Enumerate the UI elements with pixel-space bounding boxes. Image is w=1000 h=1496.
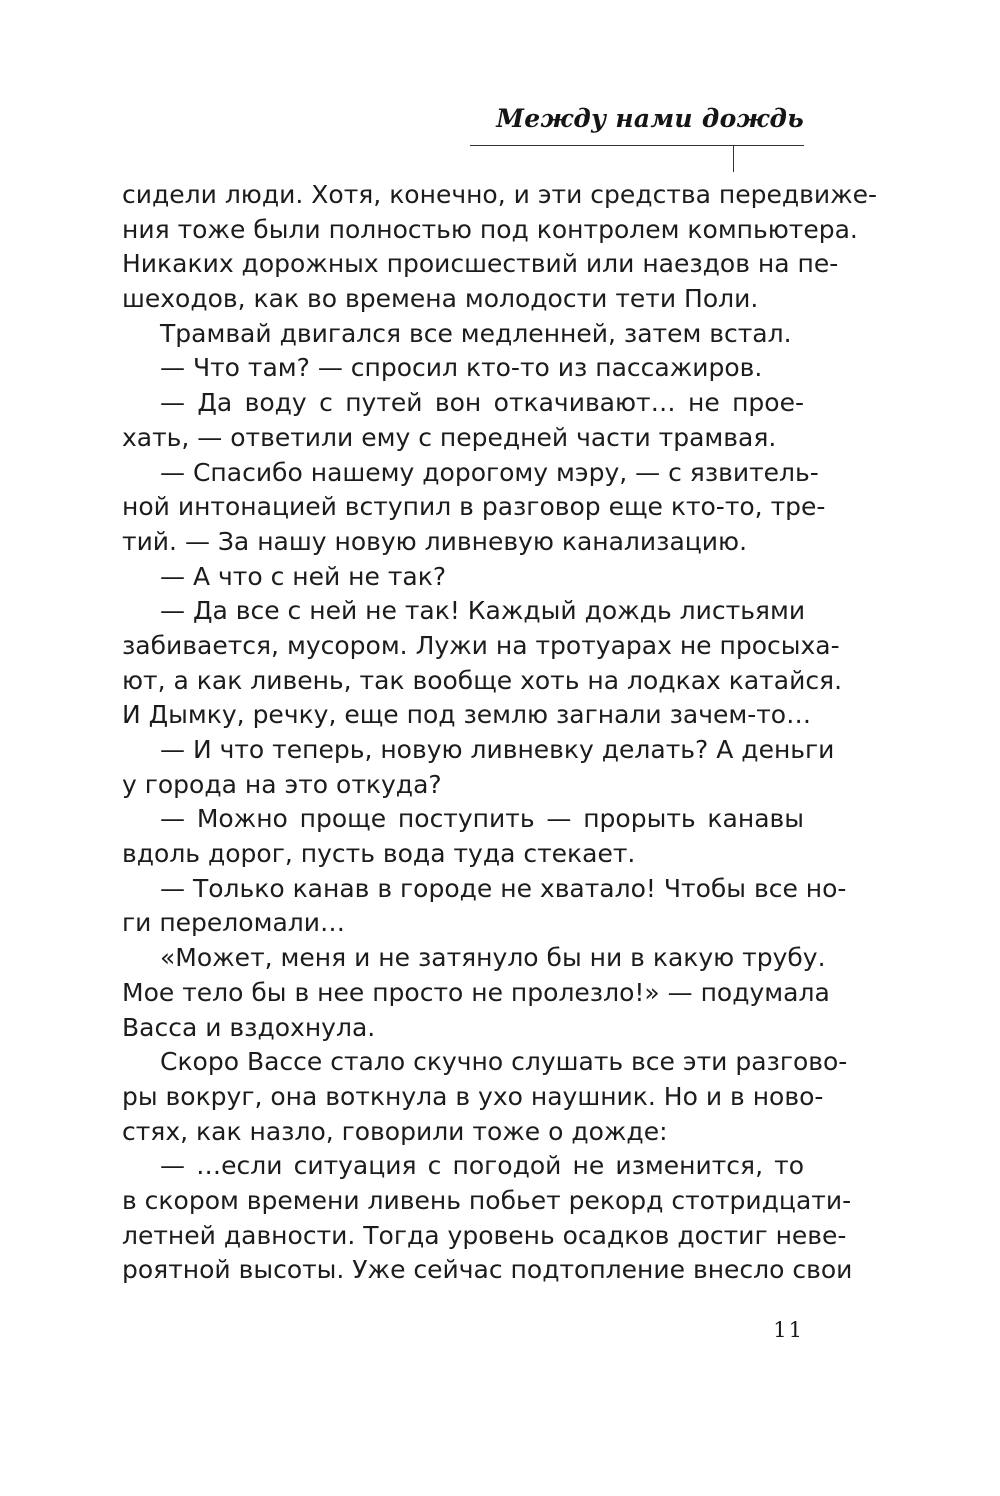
text-line: в скором времени ливень побьет рекорд стотридцати- bbox=[122, 1185, 852, 1215]
text-line: ют, а как ливень, так вообще хоть на лодках катайся. bbox=[122, 665, 843, 695]
header-rule bbox=[470, 145, 804, 146]
text-line: вдоль дорог, пусть вода туда стекает. bbox=[122, 839, 636, 869]
text-line: Трамвай двигался все медленней, затем встал. bbox=[160, 318, 792, 348]
text-line: хать, — ответили ему с передней части трамвая. bbox=[122, 422, 777, 452]
text-line: Никаких дорожных происшествий или наездов на пе- bbox=[122, 249, 839, 279]
text-line: — …если ситуация с погодой не изменится, то bbox=[160, 1151, 804, 1181]
text-line: ги переломали… bbox=[122, 908, 345, 938]
text-line: сидели люди. Хотя, конечно, и эти средства передвиже- bbox=[122, 180, 878, 209]
text-line: — Да все с ней не так! Каждый дождь листьями bbox=[160, 596, 806, 626]
text-line: — Да воду с путей вон откачивают… не прое- bbox=[160, 388, 804, 418]
text-line: ния тоже были полностью под контролем компьютера. bbox=[122, 214, 858, 244]
text-line: роятной высоты. Уже сейчас подтопление внесло свои bbox=[122, 1255, 853, 1285]
header-rule-tick bbox=[733, 146, 734, 172]
text-line: стях, как назло, говорили тоже о дожде: bbox=[122, 1116, 668, 1146]
text-line: Васса и вздохнула. bbox=[122, 1012, 376, 1042]
text-line: — И что теперь, новую ливневку делать? А деньги bbox=[160, 735, 835, 764]
text-line: — Спасибо нашему дорогому мэру, — с язвитель- bbox=[160, 457, 819, 487]
page-number: 11 bbox=[773, 1318, 804, 1342]
text-line: «Может, меня и не затянуло бы ни в какую трубу. bbox=[160, 943, 826, 973]
text-line: забивается, мусором. Лужи на тротуарах не просыха- bbox=[122, 630, 840, 660]
running-head-title: Между нами дождь bbox=[496, 104, 804, 133]
text-line: Скоро Вассе стало скучно слушать все эти разгово- bbox=[160, 1047, 848, 1077]
text-line: ры вокруг, она воткнула в ухо наушник. Но и в ново- bbox=[122, 1081, 824, 1111]
text-line: ной интонацией вступил в разговор еще кто-то, тре- bbox=[122, 492, 826, 522]
text-line: — Что там? — спросил кто-то из пассажиров. bbox=[160, 353, 763, 383]
text-line: летней давности. Тогда уровень осадков достиг неве- bbox=[122, 1220, 847, 1250]
text-line: И Дымку, речку, еще под землю загнали зачем-то… bbox=[122, 700, 812, 730]
text-line: шеходов, как во времена молодости тети Поли. bbox=[122, 284, 759, 314]
text-line: — Можно проще поступить — прорыть канавы bbox=[160, 804, 804, 834]
body-text bbox=[122, 178, 878, 1288]
text-line: тий. — За нашу новую ливневую канализацию. bbox=[122, 526, 748, 556]
text-line: Мое тело бы в нее просто не пролезло!» — подумала bbox=[122, 977, 830, 1007]
text-line: у города на это откуда? bbox=[122, 769, 442, 799]
text-line: — Только канав в городе не хватало! Чтобы все но- bbox=[160, 873, 847, 903]
text-line: — А что с ней не так? bbox=[160, 561, 447, 591]
